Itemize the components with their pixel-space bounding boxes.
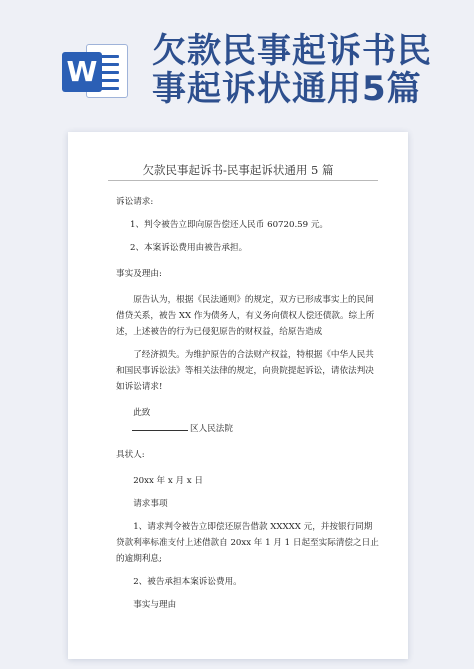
date: 20xx 年 x 月 x 日 <box>133 476 203 486</box>
document-body <box>116 194 380 613</box>
item-1: 1、请求判令被告立即偿还原告借款 XXXXX 元，并按银行同期贷款利率标准支付上述借款自 20xx 年 1 月 1 日起至实际清偿之日止的逾期利息; <box>116 522 379 564</box>
court-name-blank <box>132 421 188 431</box>
facts-heading-2: 事实与理由 <box>133 600 177 610</box>
court-name: 区人民法院 <box>190 424 233 434</box>
claim-2: 2、本案诉讼费用由被告承担。 <box>130 243 248 253</box>
salutation: 此致 <box>133 408 151 418</box>
facts-paragraph-1: 原告认为，根据《民法通则》的规定，双方已形成事实上的民间借贷关系，被告 XX 作为债务人，有义务向债权人偿还债款。综上所述，上述被告的行为已侵犯原告的财权益，给原告造成 <box>116 295 375 337</box>
court-line <box>116 421 380 437</box>
banner-title: 欠款民事起诉书民事起诉状通用5篇 <box>152 31 432 109</box>
title-divider <box>108 180 378 181</box>
claims-heading: 诉讼请求: <box>116 197 154 207</box>
plaintiff-label: 具状人: <box>116 450 145 460</box>
facts-heading: 事实及理由: <box>116 269 162 279</box>
facts-paragraph-2: 了经济损失。为维护原告的合法财产权益，特根据《中华人民共和国民事诉讼法》等相关法律的规定，向贵院提起诉讼，请依法判决如诉讼请求! <box>116 350 374 392</box>
banner <box>0 0 474 120</box>
word-icon: W <box>62 52 102 92</box>
document-page <box>68 132 408 659</box>
document-title: 欠款民事起诉书-民事起诉状通用 5 篇 <box>142 163 334 177</box>
item-2: 2、被告承担本案诉讼费用。 <box>133 577 242 587</box>
items-heading: 请求事项 <box>133 499 168 509</box>
claim-1: 1、判令被告立即向原告偿还人民币 60720.59 元。 <box>130 220 329 230</box>
